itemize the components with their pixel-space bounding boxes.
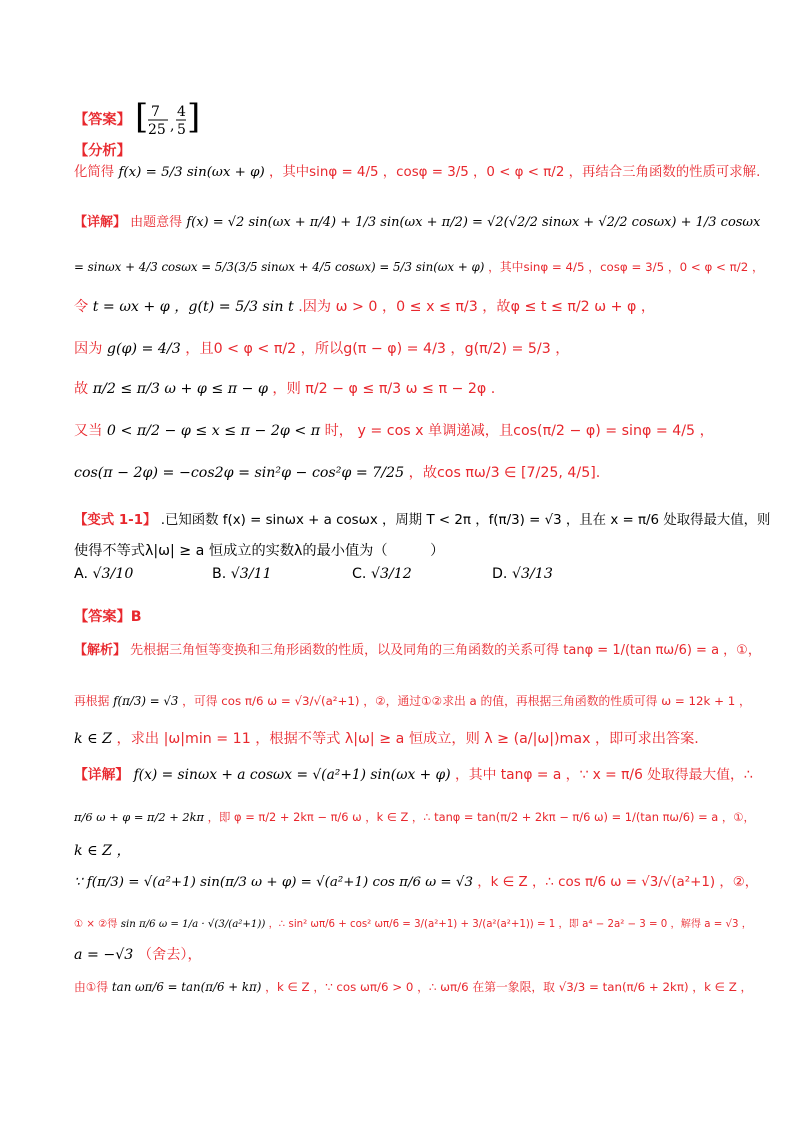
svg-text:4: 4 bbox=[177, 104, 187, 120]
solution-line-3: k ∈ Z ，求出 |ω|min = 11 ，根据不等式 λ|ω| ≥ a 恒成立，则 λ ≥ (a/|ω|)max ，即可求出答案. bbox=[74, 731, 699, 747]
svg-text:]: ] bbox=[187, 97, 201, 137]
detail-tag: 【详解】 bbox=[74, 215, 127, 230]
detail-line-6: 又当 0 < π/2 − φ ≤ x ≤ π − 2φ < π 时， y = cos x 单调递减，且cos(π/2 − φ) = sinφ = 4/5 ， bbox=[74, 423, 714, 439]
detail-line-5: 故 π/2 ≤ π/3 ω + φ ≤ π − φ ，则 π/2 − φ ≤ π/3 ω ≤ π − 2φ . bbox=[74, 381, 496, 397]
variant-answer: 【答案】B bbox=[74, 609, 142, 625]
detail-line-7: cos(π − 2φ) = −cos2φ = sin²φ − cos²φ = 7/25 ，故cos πω/3 ∈ [7/25, 4/5]. bbox=[74, 465, 601, 481]
option-a[interactable]: A. √3/10 bbox=[74, 566, 134, 582]
svg-text:7: 7 bbox=[151, 104, 161, 120]
solution-line-1: 【解析】 先根据三角恒等变换和三角形函数的性质，以及同角的三角函数的关系可得 tanφ = 1/(tan πω/6) = a ，①， bbox=[74, 643, 761, 658]
analysis-text: 化简得 f(x) = 5/3 sin(ωx + φ) ，其中sinφ = 4/5 ，cosφ = 3/5 ，0 < φ < π/2 ，再结合三角函数的性质可求解. bbox=[74, 165, 761, 180]
option-c[interactable]: C. √3/12 bbox=[352, 566, 412, 582]
svg-text:5: 5 bbox=[177, 122, 187, 138]
variant-question-line-1: 【变式 1-1】 .已知函数 f(x) = sinωx + a cosωx ，周期 T < 2π ，f(π/3) = √3 ，且在 x = π/6 处取得最大值，则 bbox=[74, 513, 771, 528]
analysis-tag: 【分析】 bbox=[74, 143, 131, 159]
svg-text:[: [ bbox=[135, 97, 149, 137]
answer-interval bbox=[135, 97, 201, 140]
variant-question-line-2: 使得不等式λ|ω| ≥ a 恒成立的实数λ的最小值为（ ） bbox=[74, 543, 445, 559]
detail-line-1: 【详解】 由题意得 f(x) = √2 sin(ωx + π/4) + 1/3 sin(ωx + π/2) = √2(√2/2 sinωx + √2/2 cosωx) + 1/3 cosωx bbox=[74, 215, 761, 230]
analysis-heading bbox=[74, 140, 760, 162]
option-d[interactable]: D. √3/13 bbox=[492, 566, 553, 582]
option-b[interactable]: B. √3/11 bbox=[212, 566, 272, 582]
variant-tag: 【变式 1-1】 bbox=[74, 513, 157, 528]
detail2-line-3: k ∈ Z ， bbox=[74, 843, 131, 859]
solution-tag: 【解析】 bbox=[74, 643, 127, 658]
detail-line-3: 令 t = ωx + φ ，g(t) = 5/3 sin t .因为 ω > 0 ，0 ≤ x ≤ π/3 ，故φ ≤ t ≤ π/2 ω + φ ， bbox=[74, 299, 656, 315]
svg-text:25: 25 bbox=[148, 122, 167, 138]
detail2-line-2: π/6 ω + φ = π/2 + 2kπ ，即 φ = π/2 + 2kπ − π/6 ω ，k ∈ Z ，∴ tanφ = tan(π/2 + 2kπ − π/6 ω) = 1/(tan πω/6) = a ，①， bbox=[74, 810, 755, 824]
svg-text:,: , bbox=[170, 118, 175, 134]
detail2-line-5: ① × ②得 sin π/6 ω = 1/a · √(3/(a²+1)) ，∴ sin² ωπ/6 + cos² ωπ/6 = 3/(a²+1) + 3/(a²(a²+1)) = 1 ，即 a⁴ − 2a² − 3 = 0 ，解得 a = √3 ， bbox=[74, 919, 752, 930]
answer-tag: 【答案】 bbox=[74, 112, 131, 128]
detail2-line-4: ∵ f(π/3) = √(a²+1) sin(π/3 ω + φ) = √(a²+1) cos π/6 ω = √3 ，k ∈ Z ，∴ cos π/6 ω = √3/√(a²+1) ，②， bbox=[74, 875, 759, 890]
detail2-line-7: 由①得 tan ωπ/6 = tan(π/6 + kπ) ，k ∈ Z ，∵ cos ωπ/6 > 0 ，∴ ωπ/6 在第一象限，取 √3/3 = tan(π/6 + 2kπ) ，k ∈ Z ， bbox=[74, 980, 753, 994]
detail2-line-1: 【详解】 f(x) = sinωx + a cosωx = √(a²+1) sin(ωx + φ) ，其中 tanφ = a ，∵ x = π/6 处取得最大值，∴ bbox=[74, 767, 753, 783]
solution-line-2: 再根据 f(π/3) = √3 ，可得 cos π/6 ω = √3/√(a²+1) ，②，通过①②求出 a 的值，再根据三角函数的性质可得 ω = 12k + 1 ， bbox=[74, 694, 751, 708]
detail2-line-6: a = −√3 （舍去）， bbox=[74, 947, 202, 963]
answer-line-1 bbox=[74, 97, 760, 140]
detail-line-2: = sinωx + 4/3 cosωx = 5/3(3/5 sinωx + 4/5 cosωx) = 5/3 sin(ωx + φ) ，其中sinφ = 4/5 ，cosφ = 3/5 ，0 < φ < π/2 ， bbox=[74, 260, 764, 274]
detail-line-4: 因为 g(φ) = 4/3 ，且0 < φ < π/2 ，所以g(π − φ) = 4/3 ，g(π/2) = 5/3 ， bbox=[74, 341, 570, 357]
